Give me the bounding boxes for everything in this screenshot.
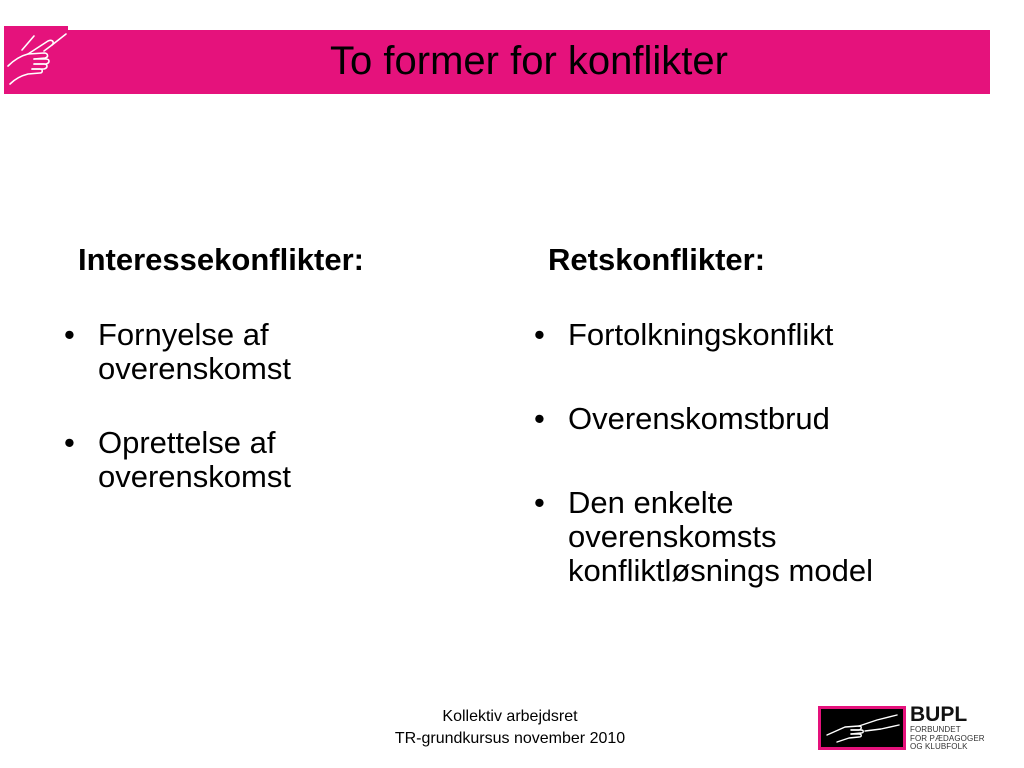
footer — [360, 706, 660, 750]
logo-subtitle-line: FORBUNDET — [910, 725, 961, 734]
handshake-icon-graphic — [4, 26, 68, 94]
list-item — [528, 486, 968, 588]
list-item-line: Overenskomstbrud — [568, 401, 830, 436]
title-bar — [68, 30, 990, 94]
list-item — [528, 318, 968, 352]
list-item-line: Fornyelse af — [98, 317, 269, 352]
list-item-line: overenskomst — [98, 459, 291, 494]
list-item — [58, 318, 438, 386]
bullet-icon: • — [64, 317, 75, 352]
handshake-icon — [818, 706, 906, 750]
list-item-line: overenskomsts — [568, 519, 777, 554]
list-item-line: Fortolkningskonflikt — [568, 317, 834, 352]
right-column-heading: Retskonflikter: — [548, 242, 766, 277]
handshake-icon-graphic — [821, 709, 903, 747]
list-item-line: Den enkelte — [568, 485, 734, 520]
logo-subtitle — [910, 726, 985, 752]
handshake-icon — [4, 26, 68, 94]
footer-line-2: TR-grundkursus november 2010 — [394, 730, 626, 747]
right-bullet-list — [528, 318, 968, 588]
list-item — [58, 426, 438, 494]
bullet-icon: • — [64, 425, 75, 460]
list-item-line: overenskomst — [98, 351, 291, 386]
bullet-icon: • — [534, 401, 545, 436]
logo-subtitle-line: FOR PÆDAGOGER — [910, 733, 985, 743]
logo-name: BUPL — [910, 703, 968, 726]
slide-title: To former for konflikter — [330, 39, 728, 83]
bupl-logo — [818, 703, 994, 751]
list-item-line: Oprettelse af — [98, 425, 276, 460]
logo-subtitle-line: OG KLUBFOLK — [910, 742, 968, 751]
footer-line-1: Kollektiv arbejdsret — [442, 708, 578, 725]
list-item — [528, 402, 968, 436]
left-column-heading: Interessekonflikter: — [78, 242, 364, 277]
list-item-line: konfliktløsnings model — [568, 553, 873, 588]
bullet-icon: • — [534, 317, 545, 352]
bullet-icon: • — [534, 485, 545, 520]
left-bullet-list — [58, 318, 438, 494]
